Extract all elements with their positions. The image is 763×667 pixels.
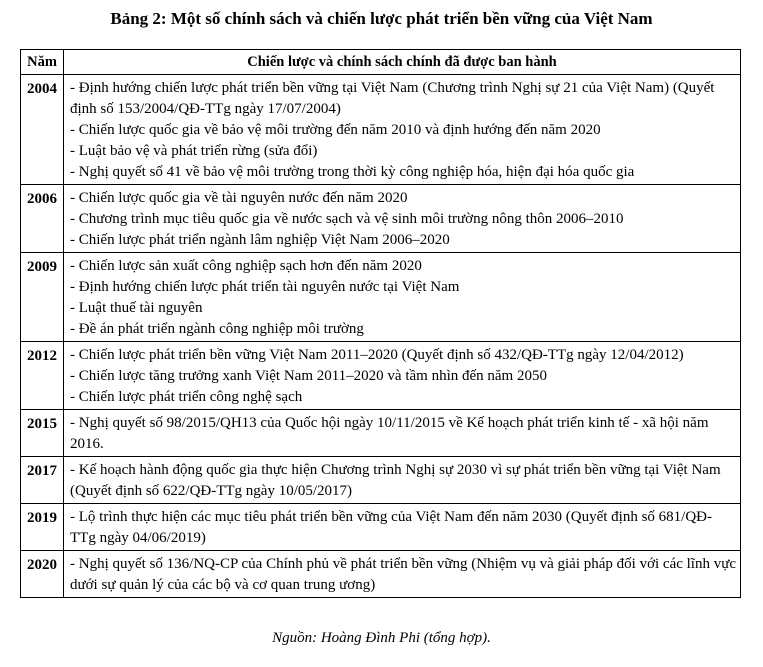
- source-note: Nguồn: Hoàng Đình Phi (tổng hợp).: [272, 630, 491, 646]
- policy-list-cell: [64, 410, 741, 457]
- year-cell: 2015: [21, 410, 64, 457]
- table-row: [21, 253, 741, 342]
- year-cell: 2017: [21, 457, 64, 504]
- year-cell: 2006: [21, 185, 64, 253]
- year-cell: 2004: [21, 75, 64, 185]
- policy-item: - Định hướng chiến lược phát triển bền vững tại Việt Nam (Chương trình Nghị sự 21 của Việt Nam) (Quyết định số 153/2004/QĐ-TTg ngày 17/07/2004): [70, 80, 715, 117]
- policy-item: - Định hướng chiến lược phát triển tài nguyên nước tại Việt Nam: [70, 279, 460, 295]
- header-year: Năm: [21, 50, 64, 75]
- policy-item: - Luật thuế tài nguyên: [70, 300, 203, 316]
- policy-list-cell: [64, 457, 741, 504]
- policy-item: - Chiến lược phát triển bền vững Việt Nam 2011–2020 (Quyết định số 432/QĐ-TTg ngày 12/04/2012): [70, 347, 684, 363]
- table-row: [21, 410, 741, 457]
- policy-item: - Nghị quyết số 41 về bảo vệ môi trường trong thời kỳ công nghiệp hóa, hiện đại hóa quốc gia: [70, 164, 635, 180]
- policy-item: - Đề án phát triển ngành công nghiệp môi trường: [70, 321, 364, 337]
- policy-item: - Chiến lược phát triển công nghệ sạch: [70, 389, 303, 405]
- table-row: [21, 457, 741, 504]
- policy-item: - Lộ trình thực hiện các mục tiêu phát triển bền vững của Việt Nam đến năm 2030 (Quyết định số 681/QĐ-TTg ngày 04/06/2019): [70, 509, 713, 546]
- table-row: [21, 551, 741, 598]
- year-cell: 2020: [21, 551, 64, 598]
- policy-item: - Chiến lược quốc gia về bảo vệ môi trường đến năm 2010 và định hướng đến năm 2020: [70, 122, 601, 138]
- policy-item: - Chiến lược quốc gia về tài nguyên nước đến năm 2020: [70, 190, 408, 206]
- policy-table: [20, 49, 741, 598]
- table-row: [21, 75, 741, 185]
- table-header-row: [21, 50, 741, 75]
- policy-item: - Luật bảo vệ và phát triển rừng (sửa đổi): [70, 143, 318, 159]
- year-cell: 2012: [21, 342, 64, 410]
- table-row: [21, 342, 741, 410]
- header-policies: Chiến lược và chính sách chính đã được ban hành: [64, 50, 741, 75]
- policy-list-cell: [64, 551, 741, 598]
- policy-item: - Nghị quyết số 98/2015/QH13 của Quốc hội ngày 10/11/2015 về Kế hoạch phát triển kinh tế - xã hội năm 2016.: [70, 415, 709, 452]
- policy-list-cell: [64, 75, 741, 185]
- year-cell: 2009: [21, 253, 64, 342]
- policy-item: - Chiến lược sản xuất công nghiệp sạch hơn đến năm 2020: [70, 258, 422, 274]
- policy-item: - Chiến lược phát triển ngành lâm nghiệp Việt Nam 2006–2020: [70, 232, 450, 248]
- table-row: [21, 504, 741, 551]
- policy-item: - Kế hoạch hành động quốc gia thực hiện Chương trình Nghị sự 2030 vì sự phát triển bền vững tại Việt Nam (Quyết định số 622/QĐ-TTg ngày 10/05/2017): [70, 462, 721, 499]
- table-title: Bảng 2: Một số chính sách và chiến lược phát triển bền vững của Việt Nam: [110, 9, 653, 28]
- policy-item: - Nghị quyết số 136/NQ-CP của Chính phủ về phát triển bền vững (Nhiệm vụ và giải pháp đối với các lĩnh vực dưới sự quản lý của các bộ và cơ quan trung ương): [70, 556, 737, 593]
- policy-list-cell: [64, 185, 741, 253]
- table-row: [21, 185, 741, 253]
- policy-item: - Chiến lược tăng trưởng xanh Việt Nam 2011–2020 và tầm nhìn đến năm 2050: [70, 368, 547, 384]
- policy-item: - Chương trình mục tiêu quốc gia về nước sạch và vệ sinh môi trường nông thôn 2006–2010: [70, 211, 624, 227]
- year-cell: 2019: [21, 504, 64, 551]
- policy-list-cell: [64, 504, 741, 551]
- policy-list-cell: [64, 342, 741, 410]
- policy-list-cell: [64, 253, 741, 342]
